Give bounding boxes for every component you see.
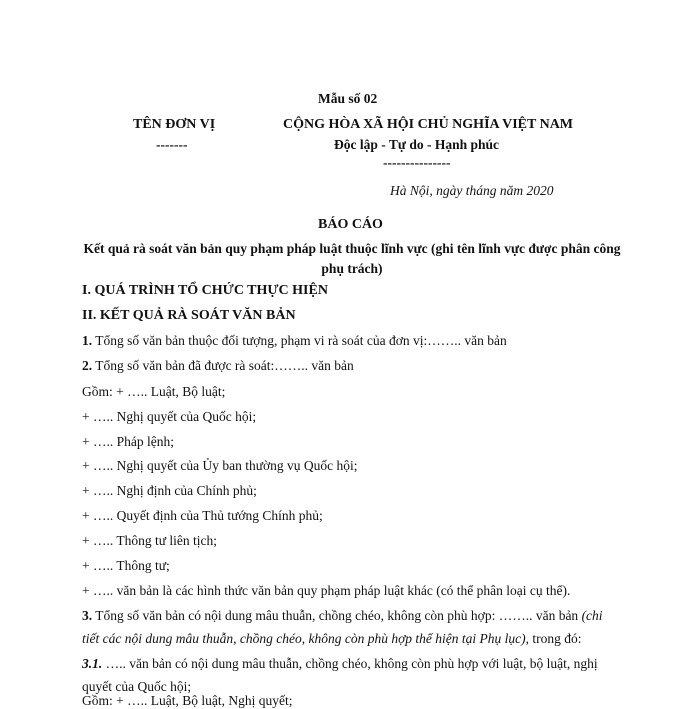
unit-name: TÊN ĐƠN VỊ <box>133 117 216 132</box>
item-3-1-text: ….. văn bản có nội dung mâu thuẫn, chồng chéo, không còn phù hợp với luật, bộ luật, nghị quyết của Quốc hội; <box>82 656 598 694</box>
item-2-text: Tổng số văn bản đã được rà soát:…….. văn bản <box>92 358 354 373</box>
list-item: + ….. Thông tư; <box>82 558 170 573</box>
item-1 <box>82 333 507 349</box>
report-subtitle: Kết quả rà soát văn bản quy phạm pháp luật thuộc lĩnh vực (ghi tên lĩnh vực được phân công phụ trách) <box>83 241 621 276</box>
form-number: Mẫu số 02 <box>318 91 378 106</box>
item-3 <box>82 604 622 650</box>
list-item: + ….. Nghị định của Chính phủ; <box>82 483 257 498</box>
item-3-tail: , trong đó: <box>525 631 582 646</box>
item-3-text: Tổng số văn bản có nội dung mâu thuẫn, chồng chéo, không còn phù hợp: …….. văn bản <box>92 608 582 623</box>
list-item: + ….. Nghị quyết của Quốc hội; <box>82 409 257 424</box>
item-2-number: 2. <box>82 358 93 373</box>
list-item: Gồm: + ….. Luật, Bộ luật; <box>82 384 226 399</box>
item-1-number: 1. <box>82 333 93 348</box>
item-3-1-next-line: Gồm: + ….. Luật, Bộ luật, Nghị quyết; <box>82 693 293 708</box>
list-item: + ….. Quyết định của Thủ tướng Chính phủ; <box>82 508 323 523</box>
item-3-italic-note: (chi tiết các nội dung mâu thuẫn, chồng chéo, không còn phù hợp thể hiện tại Phụ lục) <box>82 608 603 646</box>
item-1-text: Tổng số văn bản thuộc đối tượng, phạm vi rà soát của đơn vị:…….. văn bản <box>92 333 507 348</box>
list-item: + ….. Thông tư liên tịch; <box>82 533 218 548</box>
motto: Độc lập - Tự do - Hạnh phúc <box>334 137 500 152</box>
unit-rule: ------- <box>156 137 188 152</box>
section-1-heading: I. QUÁ TRÌNH TỔ CHỨC THỰC HIỆN <box>82 283 328 298</box>
item-3-1 <box>82 652 622 698</box>
list-item: + ….. Nghị quyết của Ủy ban thường vụ Quốc hội; <box>82 458 358 473</box>
place-date: Hà Nội, ngày tháng năm 2020 <box>390 183 554 198</box>
section-2-heading: II. KẾT QUẢ RÀ SOÁT VĂN BẢN <box>82 308 296 323</box>
item-2 <box>82 358 354 374</box>
item-3-1-number: 3.1. <box>82 656 103 671</box>
list-item: + ….. Pháp lệnh; <box>82 434 174 449</box>
list-item: + ….. văn bản là các hình thức văn bản quy phạm pháp luật khác (có thể phân loại cụ thể). <box>82 583 571 598</box>
report-title: BÁO CÁO <box>318 217 383 232</box>
motto-rule: --------------- <box>383 155 451 170</box>
item-3-number: 3. <box>82 608 93 623</box>
country-name: CỘNG HÒA XÃ HỘI CHỦ NGHĨA VIỆT NAM <box>283 117 574 132</box>
